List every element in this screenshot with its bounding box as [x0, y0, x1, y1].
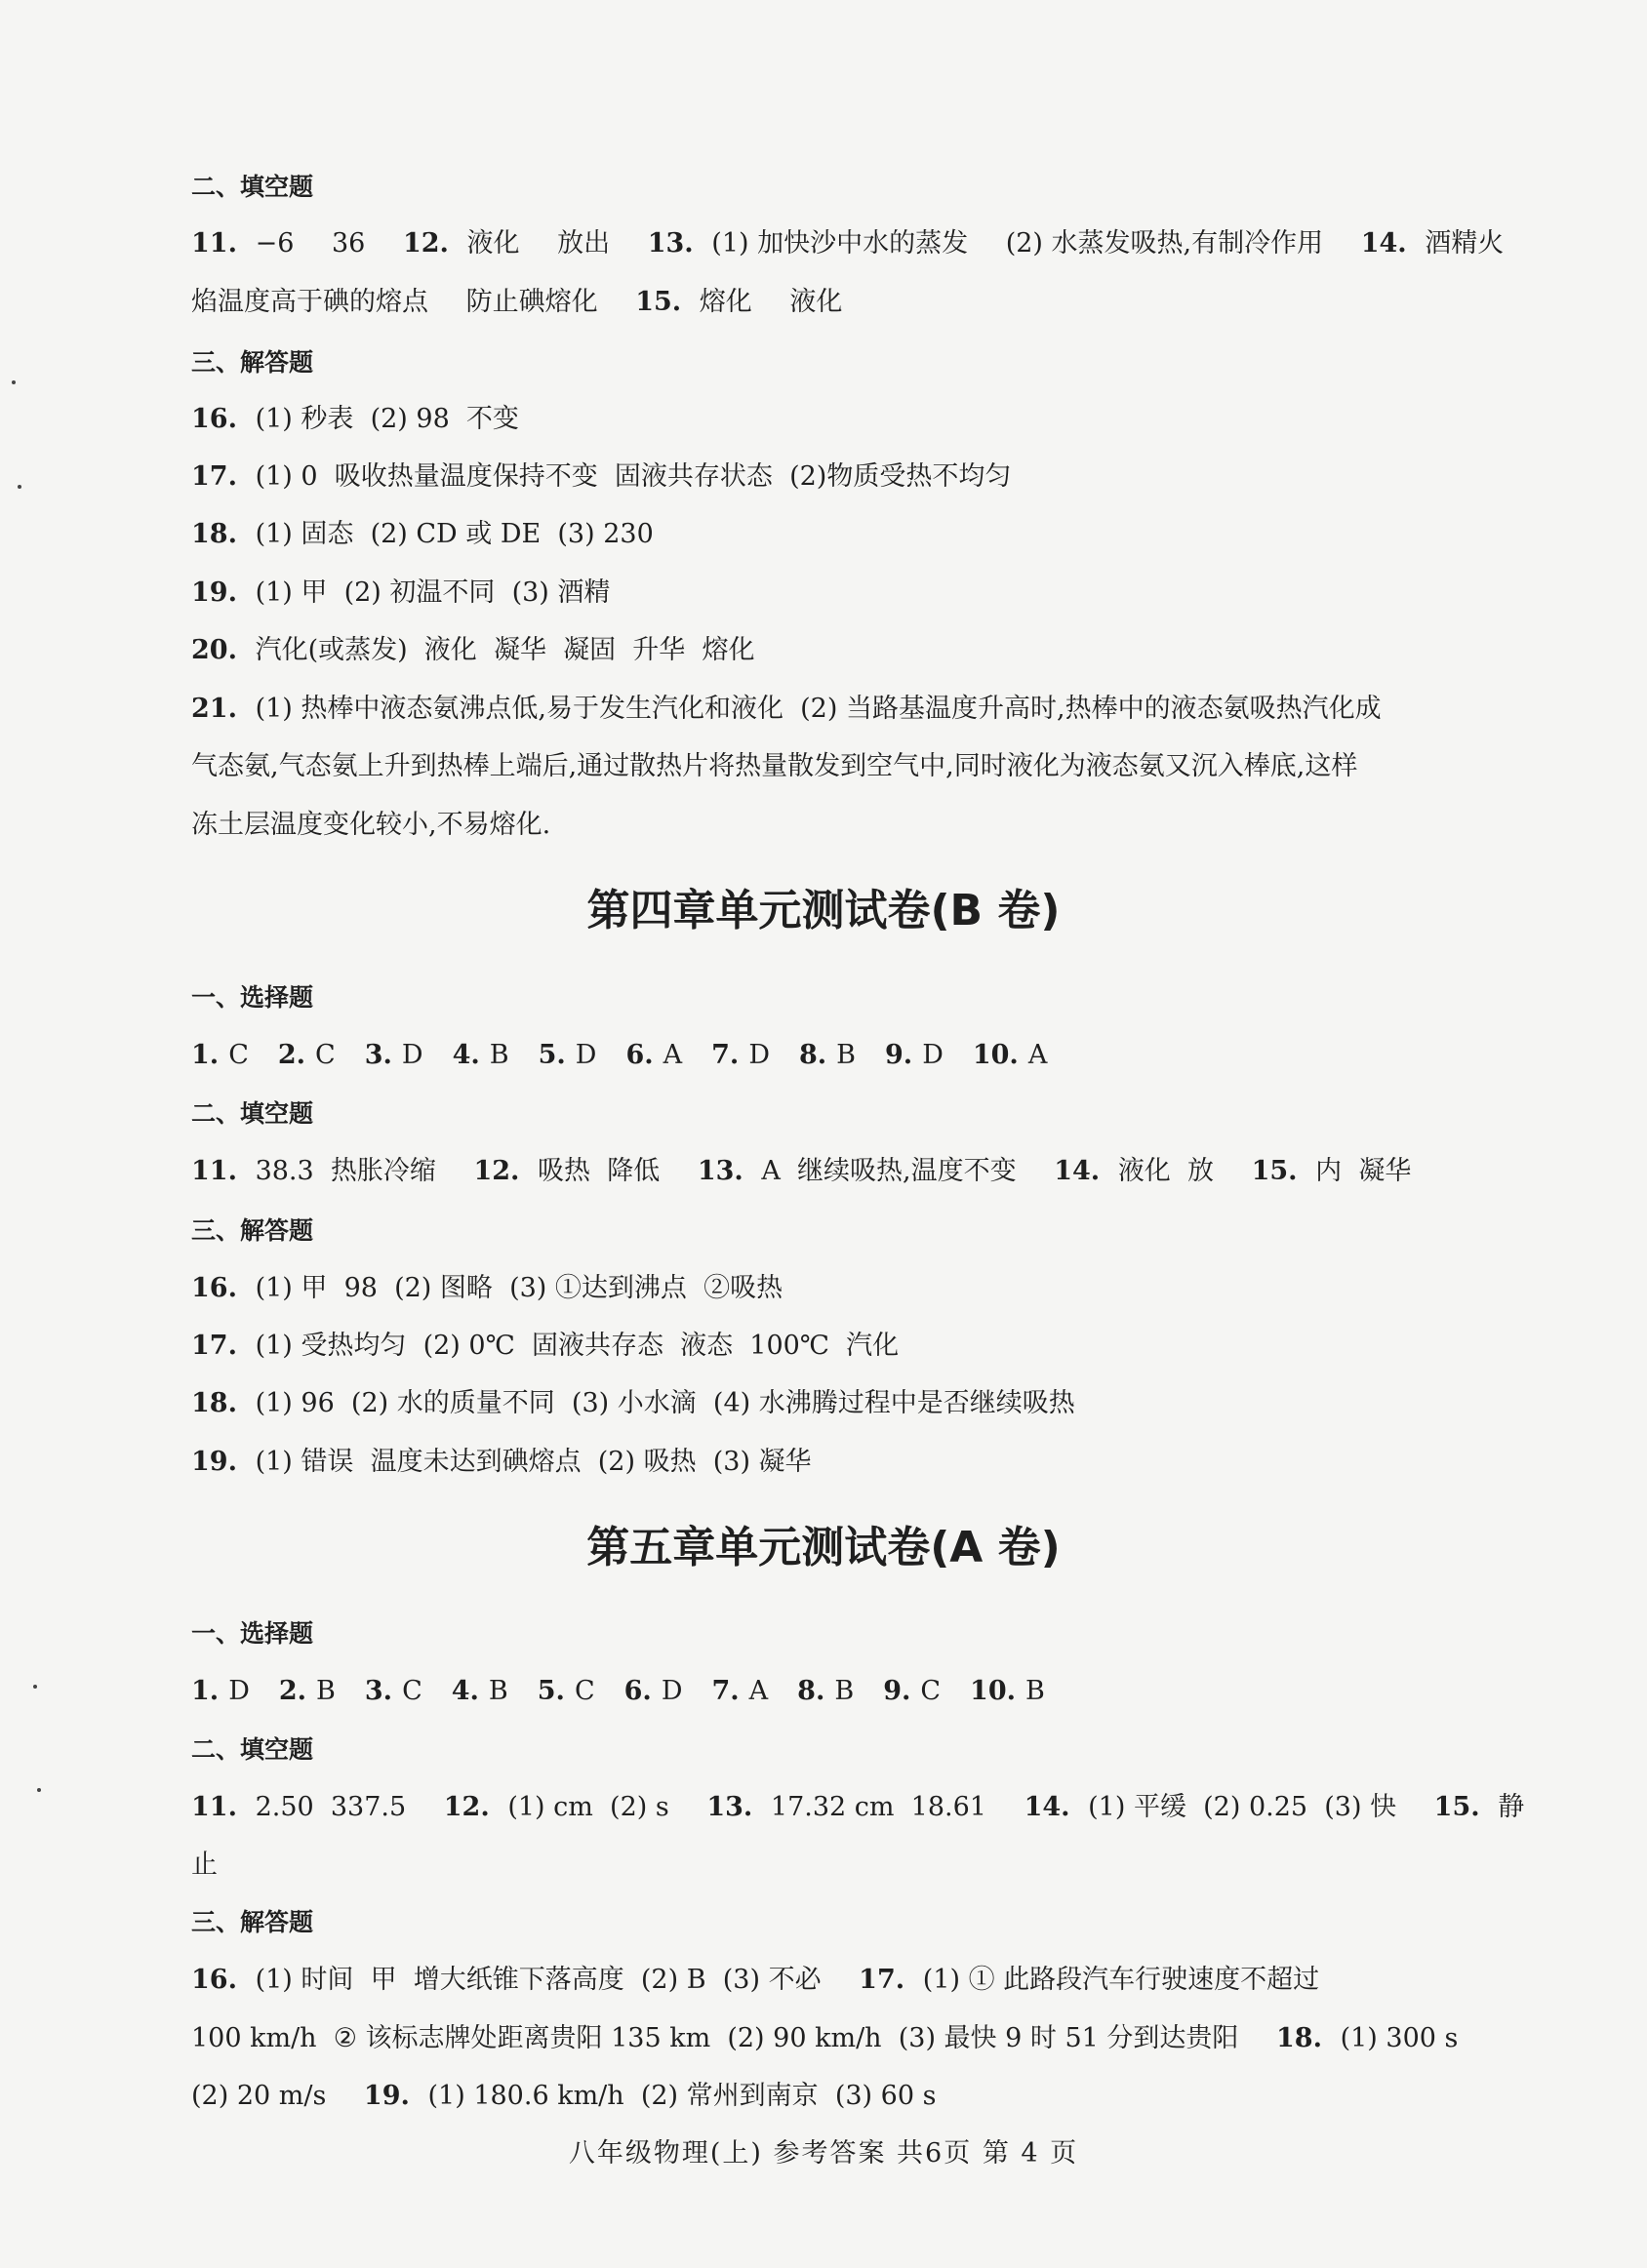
- answer: 100 km/h ② 该标志牌处距离贵阳 135 km (2) 90 km/h (3) 最快 9 时 51 分到达贵阳: [191, 2023, 1239, 2053]
- answer: C: [402, 1676, 422, 1706]
- answer: A: [748, 1676, 769, 1706]
- answer: D: [401, 1040, 423, 1070]
- q-number: 21.: [191, 694, 237, 724]
- answer: 吸热 降低: [538, 1156, 661, 1186]
- answer: B: [489, 1040, 509, 1070]
- answer: B: [836, 1040, 856, 1070]
- q-number: 8.: [797, 1676, 825, 1706]
- q-number: 11.: [191, 228, 237, 259]
- answer: D: [228, 1676, 250, 1706]
- sec1-q21-line-1: [191, 690, 1479, 729]
- scan-speck: [37, 1788, 41, 1792]
- q-number: 2.: [277, 1040, 306, 1070]
- sec2-q17: [191, 1327, 1479, 1366]
- sec3-answer-line-3: [191, 2077, 1479, 2116]
- q-number: 14.: [1054, 1156, 1101, 1186]
- sec1-q16: [191, 400, 1479, 439]
- sec1-fill-line-2: [191, 283, 1479, 322]
- q-number: 12.: [402, 228, 449, 259]
- answer: D: [748, 1040, 770, 1070]
- answer: 液化: [466, 228, 520, 259]
- q-number: 10.: [972, 1040, 1019, 1070]
- q-number: 11.: [191, 1156, 237, 1186]
- answer: −6: [255, 228, 295, 259]
- q-number: 16.: [191, 1273, 237, 1303]
- q-number: 14.: [1360, 228, 1407, 259]
- answer: (1) 甲 98 (2) 图略 (3) ①达到沸点 ②吸热: [255, 1273, 783, 1303]
- answer: 36: [331, 228, 366, 259]
- sec2-q19: [191, 1443, 1479, 1482]
- sec3-fill-line-1: [191, 1788, 1525, 1827]
- q-number: 16.: [191, 1965, 237, 1995]
- answer: (1) 加快沙中水的蒸发: [711, 228, 969, 259]
- answer: A 继续吸热,温度不变: [761, 1156, 1017, 1186]
- fill-heading-2: 二、填空题: [191, 1099, 314, 1128]
- choice-heading-3: 一、选择题: [191, 1619, 314, 1648]
- sec2-fill-line: [191, 1152, 1479, 1191]
- q-number: 18.: [191, 1388, 237, 1418]
- sec3-answer-line-1: [191, 1961, 1479, 2000]
- answer: (1) 错误 温度未达到碘熔点 (2) 吸热 (3) 凝华: [255, 1447, 812, 1477]
- q-number: 15.: [1433, 1792, 1480, 1822]
- answer: B: [316, 1676, 336, 1706]
- answer: (1) 时间 甲 增大纸锥下落高度 (2) B (3) 不必: [255, 1965, 822, 1995]
- answer: B: [488, 1676, 508, 1706]
- fill-heading-1: 二、填空题: [191, 173, 314, 201]
- answer: 熔化: [699, 287, 752, 317]
- answer: 汽化(或蒸发) 液化 凝华 凝固 升华 熔化: [255, 635, 755, 665]
- answer: 防止碘熔化: [465, 287, 598, 317]
- q-number: 13.: [647, 228, 694, 259]
- scan-speck: [12, 380, 16, 384]
- q-number: 1.: [191, 1040, 220, 1070]
- answer: 焰温度高于碘的熔点: [191, 287, 428, 317]
- q-number: 5.: [537, 1676, 565, 1706]
- answer: 放出: [557, 228, 611, 259]
- answer: 内 凝华: [1315, 1156, 1412, 1186]
- q-number: 6.: [623, 1676, 652, 1706]
- q-number: 4.: [451, 1676, 479, 1706]
- q-number: 13.: [697, 1156, 743, 1186]
- answer: (1) 秒表 (2) 98 不变: [255, 404, 519, 434]
- q-number: 19.: [191, 1447, 237, 1477]
- answer: (1) 0 吸收热量温度保持不变 固液共存状态 (2)物质受热不均匀: [255, 461, 1012, 492]
- q-number: 18.: [191, 519, 237, 549]
- sec1-q19: [191, 574, 1479, 613]
- q-number: 9.: [885, 1040, 913, 1070]
- q-number: 11.: [191, 1792, 237, 1822]
- q-number: 2.: [278, 1676, 307, 1706]
- q-number: 20.: [191, 635, 237, 665]
- answer: D: [922, 1040, 944, 1070]
- answer: (1) 180.6 km/h (2) 常州到南京 (3) 60 s: [427, 2081, 937, 2111]
- q-number: 7.: [711, 1040, 740, 1070]
- q-number: 8.: [798, 1040, 827, 1070]
- answer: 酒精火: [1425, 228, 1505, 259]
- sec1-q20: [191, 631, 1479, 670]
- sec1-q17: [191, 458, 1479, 497]
- answer: A: [663, 1040, 683, 1070]
- page-footer: 八年级物理(上) 参考答案 共6页 第 4 页: [568, 2138, 1079, 2169]
- q-number: 12.: [473, 1156, 520, 1186]
- answer: 38.3 热胀冷缩: [255, 1156, 436, 1186]
- q-number: 4.: [452, 1040, 480, 1070]
- q-number: 17.: [859, 1965, 905, 1995]
- answer: B: [1025, 1676, 1045, 1706]
- answer: 液化 放: [1117, 1156, 1214, 1186]
- sec2-choices: [191, 1036, 1479, 1075]
- sec3-answer-line-2: [191, 2019, 1479, 2058]
- answer: (1) 甲 (2) 初温不同 (3) 酒精: [255, 577, 611, 608]
- scan-speck: [33, 1685, 37, 1689]
- answer: (1) ① 此路段汽车行驶速度不超过: [922, 1965, 1320, 1995]
- scan-speck: [18, 485, 21, 489]
- q-number: 14.: [1024, 1792, 1070, 1822]
- answer: (1) 热棒中液态氨沸点低,易于发生汽化和液化 (2) 当路基温度升高时,热棒中的液态氨吸热汽化成: [255, 694, 1382, 724]
- section-title-ch4b: 第四章单元测试卷(B 卷): [586, 886, 1061, 935]
- sec2-q16: [191, 1269, 1479, 1308]
- sec1-fill-line-1: [191, 224, 1505, 263]
- q-number: 17.: [191, 1331, 237, 1361]
- answer: (1) 96 (2) 水的质量不同 (3) 小水滴 (4) 水沸腾过程中是否继续吸热: [255, 1388, 1075, 1418]
- answer: (2) 20 m/s: [191, 2081, 327, 2111]
- answer: (1) 固态 (2) CD 或 DE (3) 230: [255, 519, 654, 549]
- q-number: 1.: [191, 1676, 220, 1706]
- answer-heading-3: 三、解答题: [191, 1908, 314, 1936]
- answer: 液化: [789, 287, 843, 317]
- q-number: 16.: [191, 404, 237, 434]
- sec3-choices: [191, 1672, 1479, 1711]
- answer: (1) 平缓 (2) 0.25 (3) 快: [1088, 1792, 1397, 1822]
- sec3-fill-line-2: 止: [191, 1850, 218, 1880]
- answer: C: [228, 1040, 249, 1070]
- q-number: 5.: [538, 1040, 566, 1070]
- answer: B: [834, 1676, 855, 1706]
- choice-heading-2: 一、选择题: [191, 983, 314, 1012]
- section-title-ch5a: 第五章单元测试卷(A 卷): [586, 1523, 1061, 1572]
- answer: C: [574, 1676, 595, 1706]
- answer: 2.50 337.5: [255, 1792, 407, 1822]
- q-number: 18.: [1276, 2023, 1322, 2053]
- answer: C: [920, 1676, 942, 1706]
- answer: A: [1027, 1040, 1048, 1070]
- answer: 静: [1498, 1792, 1525, 1822]
- q-number: 10.: [970, 1676, 1017, 1706]
- answer: (1) 受热均匀 (2) 0℃ 固液共存态 液态 100℃ 汽化: [255, 1331, 900, 1361]
- answer: D: [575, 1040, 597, 1070]
- q-number: 13.: [706, 1792, 753, 1822]
- q-number: 6.: [625, 1040, 654, 1070]
- answer-heading-2: 三、解答题: [191, 1216, 314, 1245]
- q-number: 19.: [363, 2081, 410, 2111]
- q-number: 17.: [191, 461, 237, 492]
- fill-heading-3: 二、填空题: [191, 1735, 314, 1764]
- q-number: 15.: [1251, 1156, 1298, 1186]
- q-number: 3.: [364, 1040, 392, 1070]
- sec1-q18: [191, 515, 1479, 554]
- sec1-q21-line-3: 冻土层温度变化较小,不易熔化.: [191, 810, 551, 840]
- q-number: 12.: [443, 1792, 490, 1822]
- answer: (2) 水蒸发吸热,有制冷作用: [1005, 228, 1324, 259]
- sec2-q18: [191, 1384, 1479, 1423]
- answer: (1) cm (2) s: [507, 1792, 669, 1822]
- sec1-q21-line-2: 气态氨,气态氨上升到热棒上端后,通过散热片将热量散发到空气中,同时液化为液态氨又沉入棒底,这样: [191, 751, 1358, 781]
- q-number: 9.: [883, 1676, 911, 1706]
- answer: C: [315, 1040, 336, 1070]
- q-number: 15.: [635, 287, 682, 317]
- q-number: 19.: [191, 577, 237, 608]
- answer: 17.32 cm 18.61: [770, 1792, 986, 1822]
- answer: D: [661, 1676, 683, 1706]
- q-number: 7.: [711, 1676, 740, 1706]
- q-number: 3.: [364, 1676, 393, 1706]
- answer-heading-1: 三、解答题: [191, 348, 314, 377]
- answer: (1) 300 s: [1340, 2023, 1459, 2053]
